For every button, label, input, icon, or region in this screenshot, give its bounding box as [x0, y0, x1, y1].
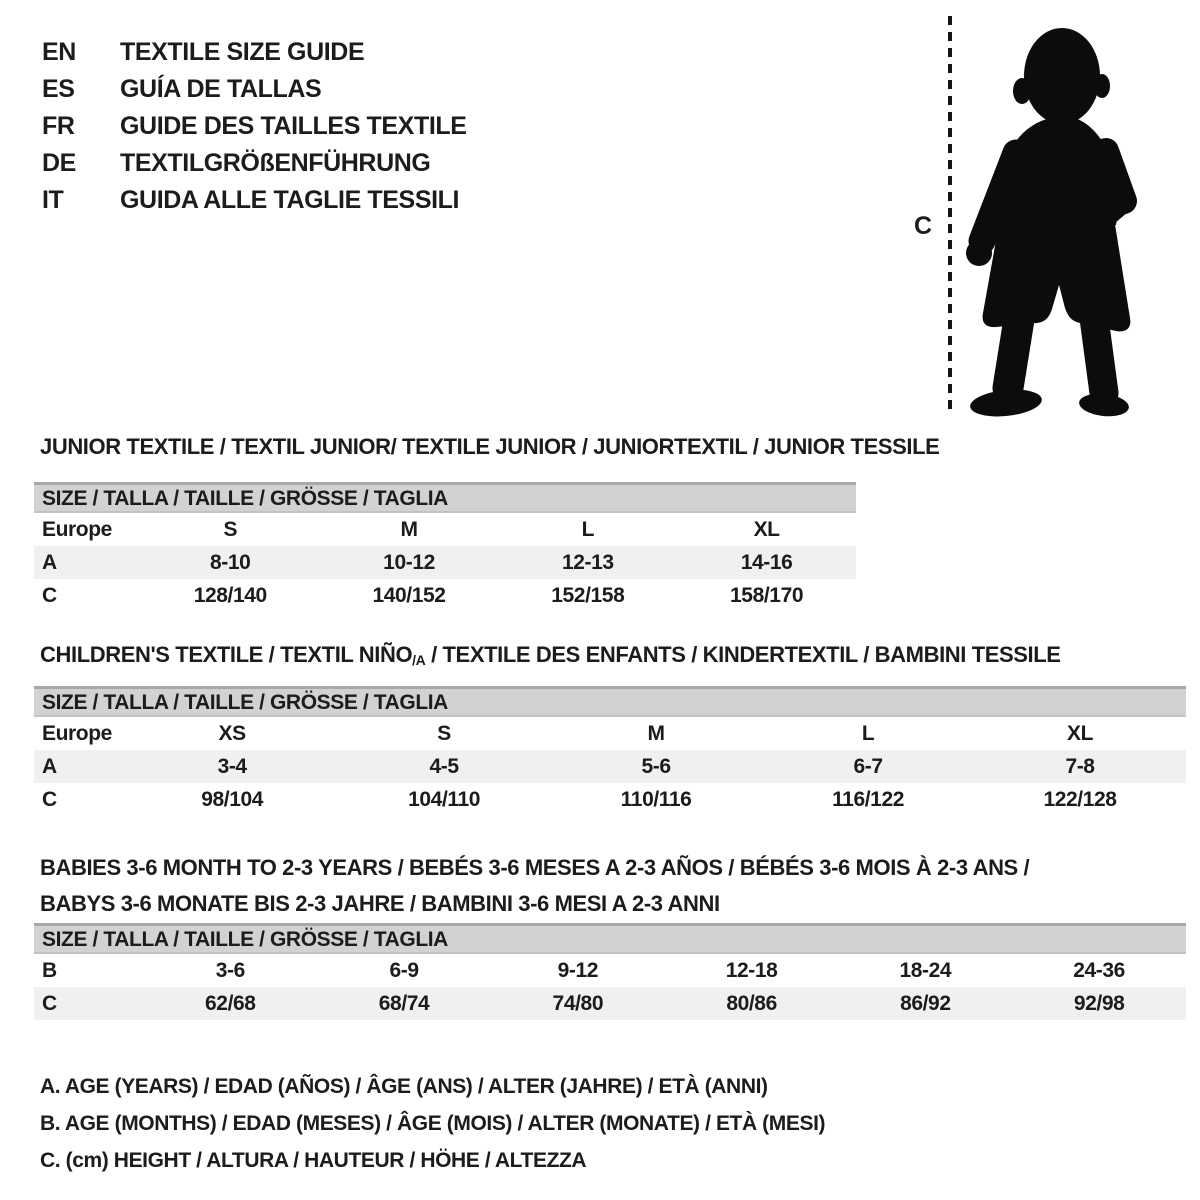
size-table-header-bar: SIZE / TALLA / TAILLE / GRÖSSE / TAGLIA — [34, 923, 1186, 954]
size-cell: XL — [1066, 722, 1094, 745]
babies-size-table — [34, 923, 1186, 1020]
months-cell: 6-9 — [389, 959, 419, 982]
age-cell: 4-5 — [429, 755, 459, 778]
age-cell: 3-4 — [217, 755, 247, 778]
junior-size-table — [34, 482, 856, 612]
height-cell: 122/128 — [1043, 788, 1117, 811]
height-cell: 92/98 — [1073, 992, 1125, 1015]
children-title-main: CHILDREN'S TEXTILE / TEXTIL NIÑO — [40, 642, 413, 667]
height-cell: 110/116 — [620, 788, 692, 811]
height-cell: 68/74 — [378, 992, 430, 1015]
height-cell: 128/140 — [193, 584, 267, 607]
babies-title-line2: BABYS 3-6 MONATE BIS 2-3 JAHRE / BAMBINI 3-6 MESI A 2-3 ANNI — [40, 891, 720, 916]
measure-legend — [40, 1068, 825, 1179]
row-label: C — [42, 992, 57, 1015]
footnote-a: A. AGE (YEARS) / EDAD (AÑOS) / ÂGE (ANS) / ALTER (JAHRE) / ETÀ (ANNI) — [40, 1075, 768, 1098]
language-title: GUIDE DES TAILLES TEXTILE — [120, 112, 467, 140]
age-cell: 6-7 — [853, 755, 883, 778]
age-cell: 14-16 — [740, 551, 793, 574]
row-label: A — [42, 755, 57, 778]
children-size-table — [34, 686, 1186, 816]
row-label: C — [42, 788, 57, 811]
row-label: Europe — [42, 518, 112, 541]
height-cell: 86/92 — [900, 992, 951, 1015]
height-cell: 158/170 — [730, 584, 804, 607]
height-measure-label-c: C — [914, 212, 932, 240]
size-cell: S — [437, 722, 451, 745]
table-row-height — [34, 783, 1186, 816]
language-title: TEXTILE SIZE GUIDE — [120, 38, 365, 66]
table-row-europe — [34, 513, 856, 546]
language-code: EN — [42, 38, 76, 66]
language-title: GUÍA DE TALLAS — [120, 75, 322, 103]
age-cell: 7-8 — [1065, 755, 1095, 778]
size-cell: M — [400, 518, 418, 541]
height-cell: 98/104 — [201, 788, 264, 811]
size-cell: M — [647, 722, 665, 745]
toddler-silhouette-icon — [958, 13, 1138, 418]
language-title: GUIDA ALLE TAGLIE TESSILI — [120, 186, 460, 214]
language-title-block — [42, 34, 467, 219]
language-code: IT — [42, 186, 64, 214]
table-row-months — [34, 954, 1186, 987]
age-cell: 8-10 — [210, 551, 251, 574]
table-row-age — [34, 750, 1186, 783]
row-label: A — [42, 551, 57, 574]
age-cell: 10-12 — [383, 551, 435, 574]
language-code: FR — [42, 112, 75, 140]
table-row-height — [34, 579, 856, 612]
age-cell: 12-13 — [561, 551, 614, 574]
children-section-title — [40, 642, 1061, 668]
table-row-age — [34, 546, 856, 579]
size-cell: XS — [218, 722, 246, 745]
size-table-header-bar: SIZE / TALLA / TAILLE / GRÖSSE / TAGLIA — [34, 686, 1186, 717]
language-row-en — [42, 34, 467, 71]
table-row-europe — [34, 717, 1186, 750]
height-cell: 140/152 — [372, 584, 446, 607]
height-cell: 116/122 — [832, 788, 905, 811]
size-cell: L — [861, 722, 875, 745]
months-cell: 9-12 — [557, 959, 599, 982]
language-row-it — [42, 182, 467, 219]
footnote-c: C. (cm) HEIGHT / ALTURA / HAUTEUR / HÖHE / ALTEZZA — [40, 1149, 587, 1172]
row-label: B — [42, 959, 57, 982]
height-cell: 62/68 — [205, 992, 256, 1015]
babies-title-line1: BABIES 3-6 MONTH TO 2-3 YEARS / BEBÉS 3-6 MESES A 2-3 AÑOS / BÉBÉS 3-6 MOIS À 2-3 ANS / — [40, 855, 1030, 880]
height-cell: 80/86 — [726, 992, 777, 1015]
language-code: DE — [42, 149, 76, 177]
footnote-b: B. AGE (MONTHS) / EDAD (MESES) / ÂGE (MOIS) / ALTER (MONATE) / ETÀ (MESI) — [40, 1112, 826, 1135]
months-cell: 24-36 — [1073, 959, 1125, 982]
size-table-header-bar: SIZE / TALLA / TAILLE / GRÖSSE / TAGLIA — [34, 482, 856, 513]
size-cell: XL — [753, 518, 780, 541]
height-cell: 152/158 — [551, 584, 625, 607]
language-code: ES — [42, 75, 75, 103]
age-cell: 5-6 — [641, 755, 671, 778]
height-dashed-line-icon — [948, 16, 952, 416]
children-title-rest: / TEXTILE DES ENFANTS / KINDERTEXTIL / BAMBINI TESSILE — [425, 642, 1061, 667]
language-row-fr — [42, 108, 467, 145]
junior-section-title: JUNIOR TEXTILE / TEXTIL JUNIOR/ TEXTILE JUNIOR / JUNIORTEXTIL / JUNIOR TESSILE — [40, 434, 940, 459]
height-cell: 104/110 — [408, 788, 481, 811]
table-row-height — [34, 987, 1186, 1020]
row-label: C — [42, 584, 57, 607]
size-cell: S — [223, 518, 238, 541]
months-cell: 18-24 — [899, 959, 952, 982]
children-title-subscript: /A — [412, 652, 426, 668]
height-cell: 74/80 — [552, 992, 604, 1015]
language-row-es — [42, 71, 467, 108]
size-cell: L — [581, 518, 595, 541]
months-cell: 12-18 — [725, 959, 778, 982]
babies-section-title — [40, 850, 1029, 922]
language-row-de — [42, 145, 467, 182]
months-cell: 3-6 — [215, 959, 245, 982]
language-title: TEXTILGRÖßENFÜHRUNG — [120, 149, 431, 177]
row-label: Europe — [42, 722, 112, 745]
